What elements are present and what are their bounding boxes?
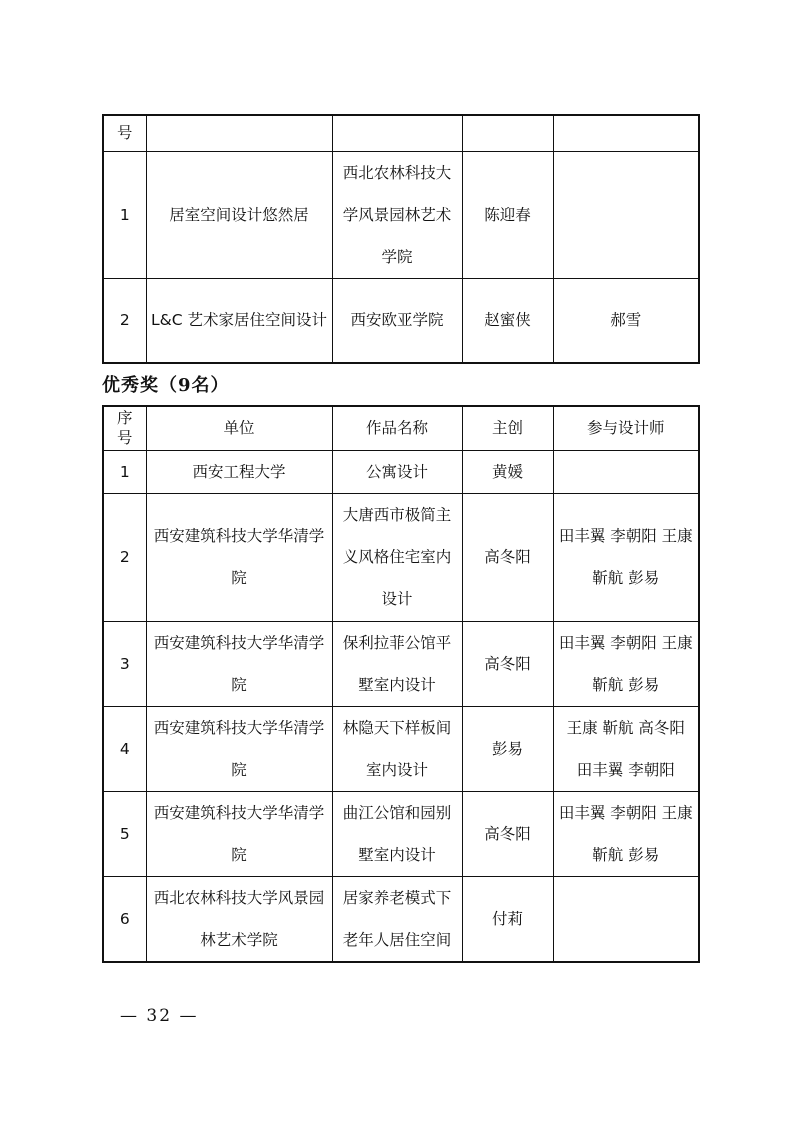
row-no: 1	[103, 151, 146, 278]
table-row	[103, 151, 699, 278]
row-work: 曲江公馆和园别墅室内设计	[332, 791, 462, 876]
row-no: 3	[103, 621, 146, 706]
row-lead: 陈迎春	[462, 151, 553, 278]
row-work: 居家养老模式下老年人居住空间	[332, 876, 462, 962]
table-row	[103, 876, 699, 962]
row-designers	[553, 876, 699, 962]
table-row	[103, 278, 699, 363]
row-designers	[553, 151, 699, 278]
table-header-row	[103, 115, 699, 151]
row-unit: 西北农林科技大学风景园林艺术学院	[146, 876, 332, 962]
row-lead: 高冬阳	[462, 791, 553, 876]
row-lead: 彭易	[462, 706, 553, 791]
header-cell-empty	[146, 115, 332, 151]
row-lead: 付莉	[462, 876, 553, 962]
row-unit: 西安建筑科技大学华清学院	[146, 706, 332, 791]
row-lead: 赵蜜侠	[462, 278, 553, 363]
row-work: 公寓设计	[332, 450, 462, 493]
row-work: L&C 艺术家居住空间设计	[146, 278, 332, 363]
table-row	[103, 706, 699, 791]
row-designers: 田丰翼 李朝阳 王康 靳航 彭易	[553, 791, 699, 876]
award-table-continued	[102, 114, 700, 364]
header-cell-no: 号	[103, 115, 146, 151]
page-number: — 32 —	[120, 1006, 199, 1026]
row-unit: 西安工程大学	[146, 450, 332, 493]
header-cell-empty	[332, 115, 462, 151]
header-designers: 参与设计师	[553, 406, 699, 450]
row-work: 居室空间设计悠然居	[146, 151, 332, 278]
row-unit: 西安建筑科技大学华清学院	[146, 791, 332, 876]
row-designers: 田丰翼 李朝阳 王康 靳航 彭易	[553, 621, 699, 706]
row-work: 保利拉菲公馆平墅室内设计	[332, 621, 462, 706]
row-lead: 高冬阳	[462, 493, 553, 621]
row-designers	[553, 450, 699, 493]
row-no: 2	[103, 493, 146, 621]
row-unit: 西安建筑科技大学华清学院	[146, 621, 332, 706]
table-row	[103, 621, 699, 706]
header-work: 作品名称	[332, 406, 462, 450]
row-no: 5	[103, 791, 146, 876]
row-designers: 郝雪	[553, 278, 699, 363]
row-lead: 高冬阳	[462, 621, 553, 706]
row-no: 6	[103, 876, 146, 962]
table-row	[103, 493, 699, 621]
row-unit: 西安建筑科技大学华清学院	[146, 493, 332, 621]
table-row	[103, 450, 699, 493]
row-work: 林隐天下样板间室内设计	[332, 706, 462, 791]
row-designers: 田丰翼 李朝阳 王康 靳航 彭易	[553, 493, 699, 621]
header-cell-empty	[553, 115, 699, 151]
header-lead: 主创	[462, 406, 553, 450]
row-unit: 西北农林科技大学风景园林艺术学院	[332, 151, 462, 278]
excellence-award-table	[102, 405, 700, 963]
header-unit: 单位	[146, 406, 332, 450]
row-designers: 王康 靳航 高冬阳 田丰翼 李朝阳	[553, 706, 699, 791]
row-no: 2	[103, 278, 146, 363]
header-no: 序号	[103, 406, 146, 450]
row-no: 4	[103, 706, 146, 791]
row-no: 1	[103, 450, 146, 493]
row-unit: 西安欧亚学院	[332, 278, 462, 363]
section-title: 优秀奖（9名）	[102, 375, 230, 396]
header-cell-empty	[462, 115, 553, 151]
row-lead: 黄媛	[462, 450, 553, 493]
table-header-row	[103, 406, 699, 450]
table-row	[103, 791, 699, 876]
row-work: 大唐西市极简主义风格住宅室内设计	[332, 493, 462, 621]
